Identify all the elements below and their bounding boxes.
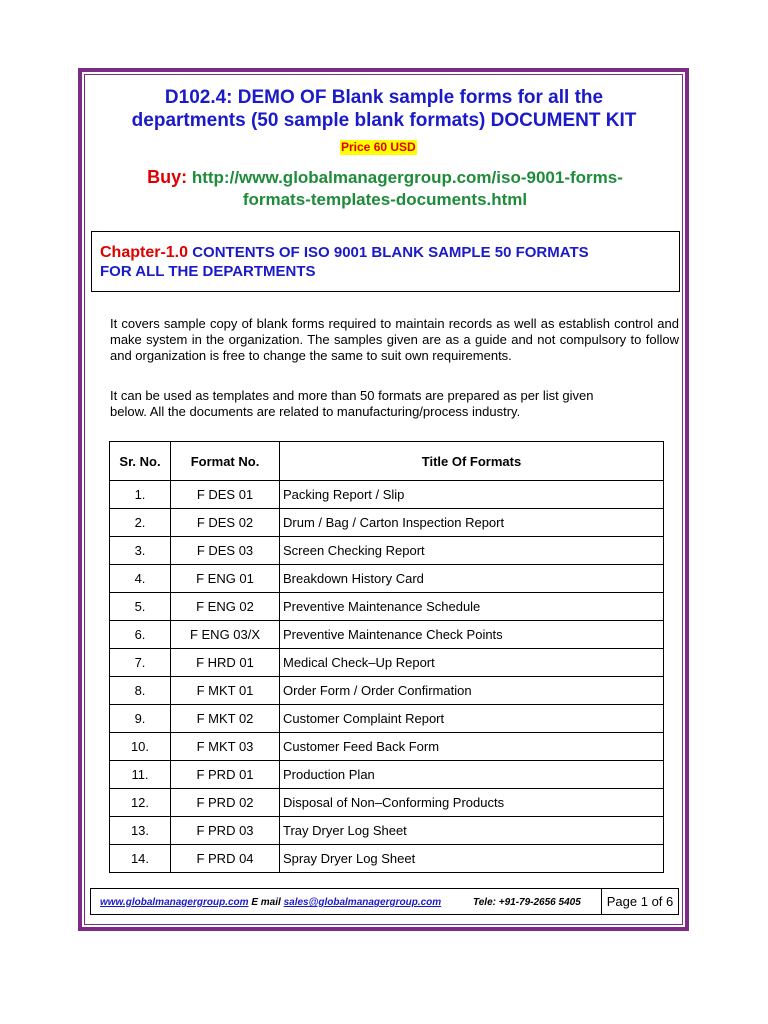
cell-sr-no: 6. [110, 621, 171, 649]
cell-title: Production Plan [280, 761, 664, 789]
table-row [110, 677, 664, 705]
cell-sr-no: 5. [110, 593, 171, 621]
cell-title: Order Form / Order Confirmation [280, 677, 664, 705]
cell-sr-no: 3. [110, 537, 171, 565]
table-row [110, 845, 664, 873]
title-line-1: D102.4: DEMO OF Blank sample forms for all the [164, 87, 604, 108]
cell-sr-no: 7. [110, 649, 171, 677]
cell-title: Preventive Maintenance Check Points [280, 621, 664, 649]
table-row [110, 649, 664, 677]
cell-sr-no: 1. [110, 481, 171, 509]
page-footer [90, 888, 679, 915]
cell-format-no: F HRD 01 [171, 649, 280, 677]
table-row [110, 761, 664, 789]
cell-format-no: F DES 01 [171, 481, 280, 509]
cell-sr-no: 12. [110, 789, 171, 817]
cell-sr-no: 9. [110, 705, 171, 733]
formats-table [109, 441, 664, 873]
cell-title: Medical Check–Up Report [280, 649, 664, 677]
table-row [110, 481, 664, 509]
cell-format-no: F ENG 03/X [171, 621, 280, 649]
cell-format-no: F MKT 01 [171, 677, 280, 705]
table-row [110, 705, 664, 733]
header-sr-no: Sr. No. [110, 442, 171, 481]
table-row [110, 733, 664, 761]
document-title [90, 86, 678, 132]
table-row [110, 621, 664, 649]
buy-label: Buy: [147, 167, 188, 187]
footer-website-link[interactable]: www.globalmanagergroup.com [100, 897, 249, 908]
cell-format-no: F PRD 02 [171, 789, 280, 817]
price-badge: Price 60 USD [341, 140, 416, 154]
cell-title: Packing Report / Slip [280, 481, 664, 509]
cell-sr-no: 4. [110, 565, 171, 593]
usage-paragraph [110, 388, 679, 420]
table-header-row [110, 442, 664, 481]
table-body [110, 481, 664, 873]
header-title: Title Of Formats [280, 442, 664, 481]
footer-email-label: E mail [251, 897, 281, 908]
table-row [110, 565, 664, 593]
cell-sr-no: 13. [110, 817, 171, 845]
intro-paragraph: It covers sample copy of blank forms required to maintain records as well as establish control and make system in the organization. The samples given are as a guide and not compulsory to follow and organization is free to change the same to suit own requirements. [110, 316, 679, 363]
chapter-label: Chapter-1.0 [100, 244, 189, 261]
cell-title: Breakdown History Card [280, 565, 664, 593]
cell-title: Customer Feed Back Form [280, 733, 664, 761]
chapter-heading-box [91, 231, 680, 292]
cell-sr-no: 8. [110, 677, 171, 705]
cell-format-no: F ENG 02 [171, 593, 280, 621]
buy-url-line-1[interactable]: http://www.globalmanagergroup.com/iso-9001-forms- [191, 168, 623, 187]
usage-line-2: below. All the documents are related to manufacturing/process industry. [110, 404, 521, 419]
buy-section [100, 166, 670, 211]
cell-format-no: F ENG 01 [171, 565, 280, 593]
chapter-title-line-2: FOR ALL THE DEPARTMENTS [100, 263, 316, 280]
footer-telephone: Tele: +91-79-2656 5405 [473, 897, 581, 908]
page-number: Page 1 of 6 [601, 889, 678, 914]
usage-line-1: It can be used as templates and more than 50 formats are prepared as per list given [110, 388, 594, 403]
table-row [110, 509, 664, 537]
chapter-title-line-1: CONTENTS OF ISO 9001 BLANK SAMPLE 50 FORMATS [192, 244, 589, 261]
header-format-no: Format No. [171, 442, 280, 481]
cell-title: Screen Checking Report [280, 537, 664, 565]
footer-contact [100, 897, 441, 908]
table-row [110, 593, 664, 621]
title-line-2: departments (50 sample blank formats) DOCUMENT KIT [131, 110, 637, 131]
table-row [110, 537, 664, 565]
cell-sr-no: 11. [110, 761, 171, 789]
cell-sr-no: 2. [110, 509, 171, 537]
cell-format-no: F MKT 03 [171, 733, 280, 761]
cell-format-no: F MKT 02 [171, 705, 280, 733]
cell-title: Drum / Bag / Carton Inspection Report [280, 509, 664, 537]
cell-format-no: F DES 02 [171, 509, 280, 537]
cell-title: Disposal of Non–Conforming Products [280, 789, 664, 817]
cell-title: Spray Dryer Log Sheet [280, 845, 664, 873]
cell-format-no: F PRD 01 [171, 761, 280, 789]
cell-title: Preventive Maintenance Schedule [280, 593, 664, 621]
cell-sr-no: 10. [110, 733, 171, 761]
cell-format-no: F PRD 03 [171, 817, 280, 845]
table-row [110, 789, 664, 817]
cell-title: Tray Dryer Log Sheet [280, 817, 664, 845]
table-row [110, 817, 664, 845]
cell-sr-no: 14. [110, 845, 171, 873]
cell-title: Customer Complaint Report [280, 705, 664, 733]
footer-email-link[interactable]: sales@globalmanagergroup.com [283, 897, 442, 908]
cell-format-no: F PRD 04 [171, 845, 280, 873]
cell-format-no: F DES 03 [171, 537, 280, 565]
buy-url-line-2[interactable]: formats-templates-documents.html [242, 190, 528, 209]
